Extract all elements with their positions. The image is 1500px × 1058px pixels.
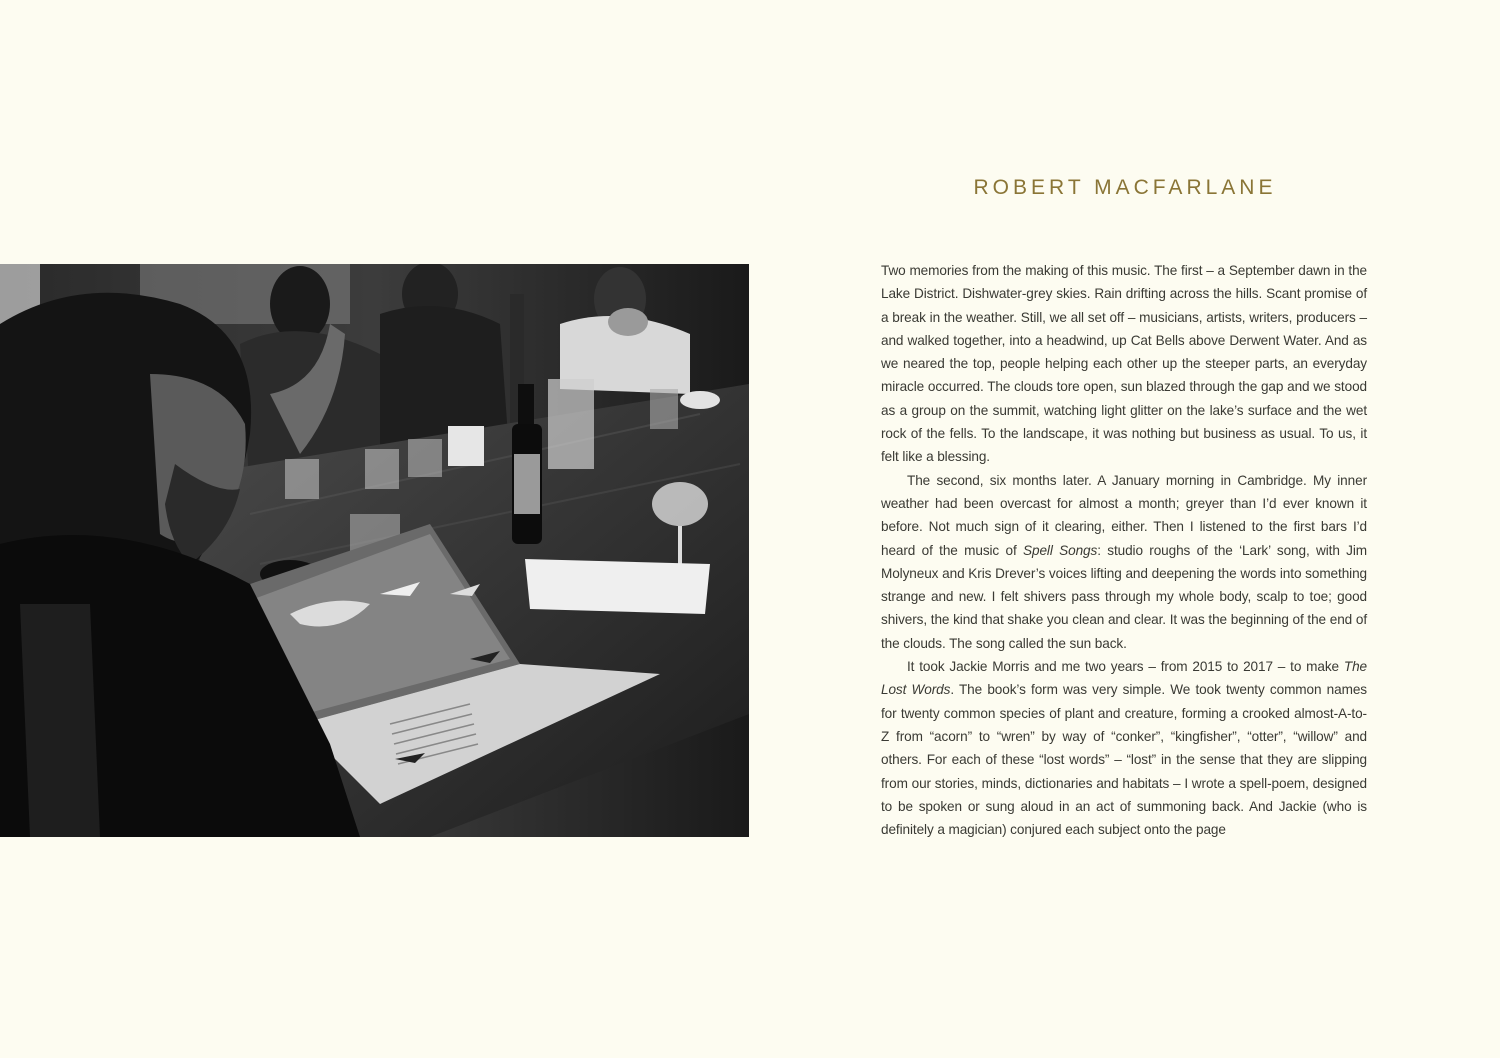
italic-title: Spell Songs [1023, 542, 1098, 558]
text-run: : studio roughs of the ‘Lark’ song, with Jim Molyneux and Kris Drever’s voices lifting and deepening the words into something strange and new. I felt shivers pass through my whole body, scalp to toe; good shivers, the kind that shake you clean and clear. It was the beginning of the end of the clouds. The song called the sun back. [881, 542, 1367, 651]
text-run: It took Jackie Morris and me two years – from 2015 to 2017 – to make [907, 659, 1344, 675]
book-reading-photo [0, 264, 749, 837]
italic-title: The Lost Words [881, 659, 1367, 698]
paragraph [881, 259, 1367, 469]
text-run: Two memories from the making of this music. The first – a September dawn in the Lake District. Dishwater-grey skies. Rain drifting across the hills. Scant promise of a break in the weather. Still, we all set off – musicians, artists, writers, producers – and walked together, into a headwind, up Cat Bells above Derwent Water. And as we neared the top, people helping each other up the steeper parts, an everyday miracle occurred. The clouds tore open, sun blazed through the gap and we stood as a group on the summit, watching light glitter on the lake’s surface and the wet rock of the fells. To the landscape, it was nothing but business as usual. To us, it felt like a blessing. [881, 263, 1367, 465]
essay-text [881, 259, 1367, 841]
paragraph [881, 469, 1367, 655]
photo-icon [0, 264, 749, 837]
author-heading: ROBERT MACFARLANE [973, 176, 1277, 199]
text-run: . The book’s form was very simple. We took twenty common names for twenty common species of plant and creature, forming a crooked almost-A-to-Z from “acorn” to “wren” by way of “conker”, “kingfisher”, “otter”, “willow” and others. For each of these “lost words” – “lost” in the sense that they are slipping from our stories, minds, dictionaries and habitats – I wrote a spell-poem, designed to be spoken or sung aloud in an act of summoning back. And Jackie (who is definitely a magician) conjured each subject onto the page [881, 682, 1367, 838]
text-run: The second, six months later. A January morning in Cambridge. My inner weather had been overcast for almost a month; greyer than I’d ever known it before. Not much sign of it clearing, either. Then I listened to the first bars I’d heard of the music of [881, 472, 1367, 558]
paragraph [881, 655, 1367, 841]
